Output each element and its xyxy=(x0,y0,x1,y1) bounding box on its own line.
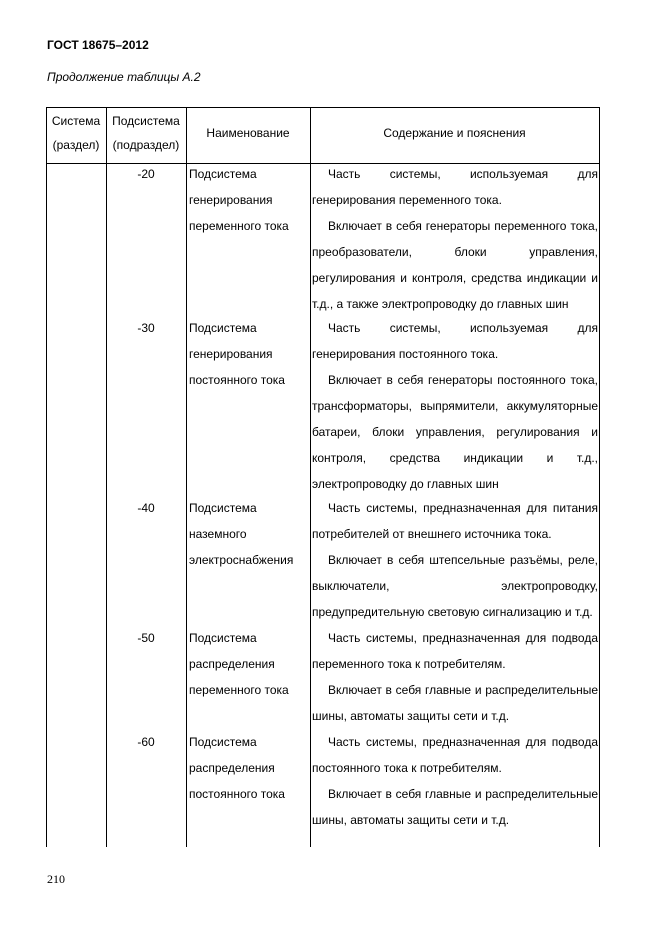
description-paragraph: Часть системы, предназначенная для питания потребителей от внешнего источника тока. xyxy=(312,501,598,541)
row-code: -60 xyxy=(137,735,155,749)
row-name xyxy=(189,315,301,393)
row-name-line: переменного тока xyxy=(189,683,289,697)
row-name-line: переменного тока xyxy=(189,219,289,233)
row-code: -20 xyxy=(137,167,155,181)
table-left-border xyxy=(46,107,47,847)
table-caption: Продолжение таблицы А.2 xyxy=(47,70,201,84)
row-name xyxy=(189,161,301,239)
row-name xyxy=(189,495,301,573)
row-name-line: Подсистема xyxy=(189,321,257,335)
description-paragraph: Часть системы, предназначенная для подвода переменного тока к потребителям. xyxy=(312,631,598,671)
description-paragraph: Часть системы, используемая для генерирования переменного тока. xyxy=(312,167,598,207)
page-number: 210 xyxy=(47,872,65,886)
row-name-line: электроснабжения xyxy=(189,553,294,567)
row-code: -40 xyxy=(137,501,155,515)
row-name-line: Подсистема xyxy=(189,631,257,645)
row-name-line: генерирования xyxy=(189,347,273,361)
row-code: -50 xyxy=(137,631,155,645)
description-paragraph: Часть системы, предназначенная для подвода постоянного тока к потребителям. xyxy=(312,735,598,775)
row-name-line: постоянного тока xyxy=(189,787,285,801)
standard-header: ГОСТ 18675–2012 xyxy=(47,38,149,52)
row-name-line: распределения xyxy=(189,657,275,671)
row-name-line: Подсистема xyxy=(189,735,257,749)
description-paragraph: Включает в себя главные и распределительные шины, автоматы защиты сети и т.д. xyxy=(312,787,598,827)
header-system-line1: Система xyxy=(51,114,101,128)
table-right-border xyxy=(599,107,600,847)
row-description xyxy=(312,729,598,833)
table-top-border xyxy=(46,107,600,108)
row-description xyxy=(312,161,598,317)
data-table xyxy=(46,107,600,847)
row-name-line: генерирования xyxy=(189,193,273,207)
header-name: Наименование xyxy=(206,126,290,140)
header-subsystem-line2: (подраздел) xyxy=(112,138,180,152)
row-name-line: постоянного тока xyxy=(189,373,285,387)
row-code: -30 xyxy=(137,321,155,335)
row-name-line: распределения xyxy=(189,761,275,775)
row-name-line: Подсистема xyxy=(189,501,257,515)
column-divider-2 xyxy=(186,107,187,847)
row-description xyxy=(312,315,598,497)
column-divider-3 xyxy=(310,107,311,847)
header-subsystem xyxy=(106,109,186,157)
row-name-line: Подсистема xyxy=(189,167,257,181)
header-content: Содержание и пояснения xyxy=(383,126,526,140)
row-description xyxy=(312,495,598,625)
row-description xyxy=(312,625,598,729)
description-paragraph: Включает в себя главные и распределительные шины, автоматы защиты сети и т.д. xyxy=(312,683,598,723)
row-name-line: наземного xyxy=(189,527,247,541)
description-paragraph: Включает в себя штепсельные разъёмы, реле, выключатели, электропроводку, предупредительную световую сигнализацию и т.д. xyxy=(312,553,598,619)
row-name xyxy=(189,729,301,807)
header-system-line2: (раздел) xyxy=(52,138,100,152)
header-system xyxy=(46,109,106,157)
description-paragraph: Включает в себя генераторы переменного тока, преобразователи, блоки управления, регулирования и контроля, средства индикации и т.д., а также электропроводку до главных шин xyxy=(312,219,598,311)
row-name xyxy=(189,625,301,703)
description-paragraph: Часть системы, используемая для генерирования постоянного тока. xyxy=(312,321,598,361)
description-paragraph: Включает в себя генераторы постоянного тока, трансформаторы, выпрямители, аккумуляторные батареи, блоки управления, регулирования и контроля, средства индикации и т.д., электропроводку до главных шин xyxy=(312,373,598,491)
header-subsystem-line1: Подсистема xyxy=(112,114,180,128)
